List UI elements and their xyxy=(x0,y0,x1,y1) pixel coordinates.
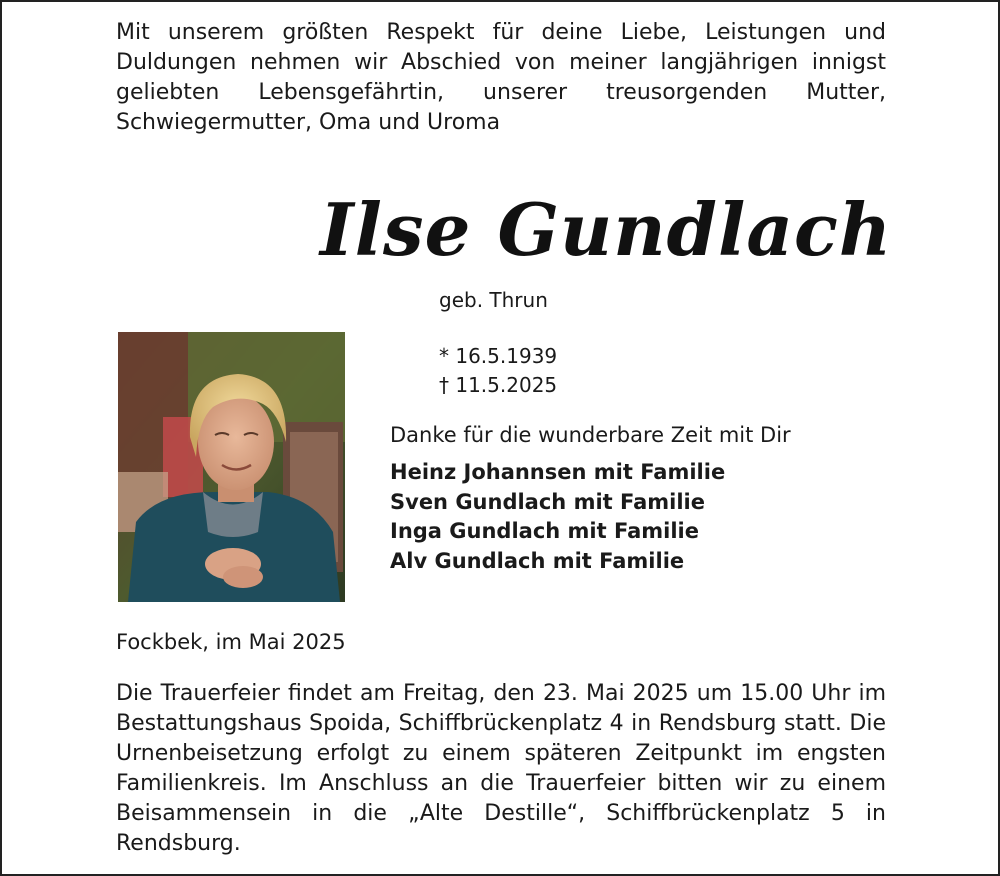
family-member: Heinz Johannsen mit Familie xyxy=(390,460,726,484)
portrait-image xyxy=(118,332,345,602)
family-member: Alv Gundlach mit Familie xyxy=(390,548,685,573)
place-and-date: Fockbek, im Mai 2025 xyxy=(116,630,346,654)
family-member: Inga Gundlach mit Familie xyxy=(390,519,699,543)
thanks-text: Danke für die wunderbare Zeit mit Dir xyxy=(390,423,791,447)
deceased-name: Ilse Gundlach xyxy=(320,187,893,272)
birth-name: geb. Thrun xyxy=(439,288,548,312)
family-member: Sven Gundlach mit Familie xyxy=(390,489,705,514)
funeral-service-info: Die Trauerfeier findet am Freitag, den 23. Mai 2025 um 15.00 Uhr im Bestattungshaus Spoida, Schiffbrückenplatz 4 in Rendsburg statt. Die Urnenbeisetzung erfolgt zu einem späteren Zeitpunkt im engsten Familienkreis. Im Anschluss an die Trauerfeier bitten wir zu einem Beisammensein in die „Alte Destille“, Schiffbrückenplatz 5 in Rendsburg. xyxy=(116,681,886,856)
intro-text: Mit unserem größten Respekt für deine Liebe, Leistungen und Duldungen nehmen wir Abschied von meiner langjährigen innigst geliebten Lebensgefährtin, unserer treusorgenden Mutter, Schwiegermutter, Oma und Uroma xyxy=(116,20,886,135)
birth-date: * 16.5.1939 xyxy=(439,344,558,368)
portrait-photo xyxy=(118,332,345,602)
family-list xyxy=(390,458,725,576)
life-dates xyxy=(439,342,557,400)
death-date: † 11.5.2025 xyxy=(439,373,558,397)
